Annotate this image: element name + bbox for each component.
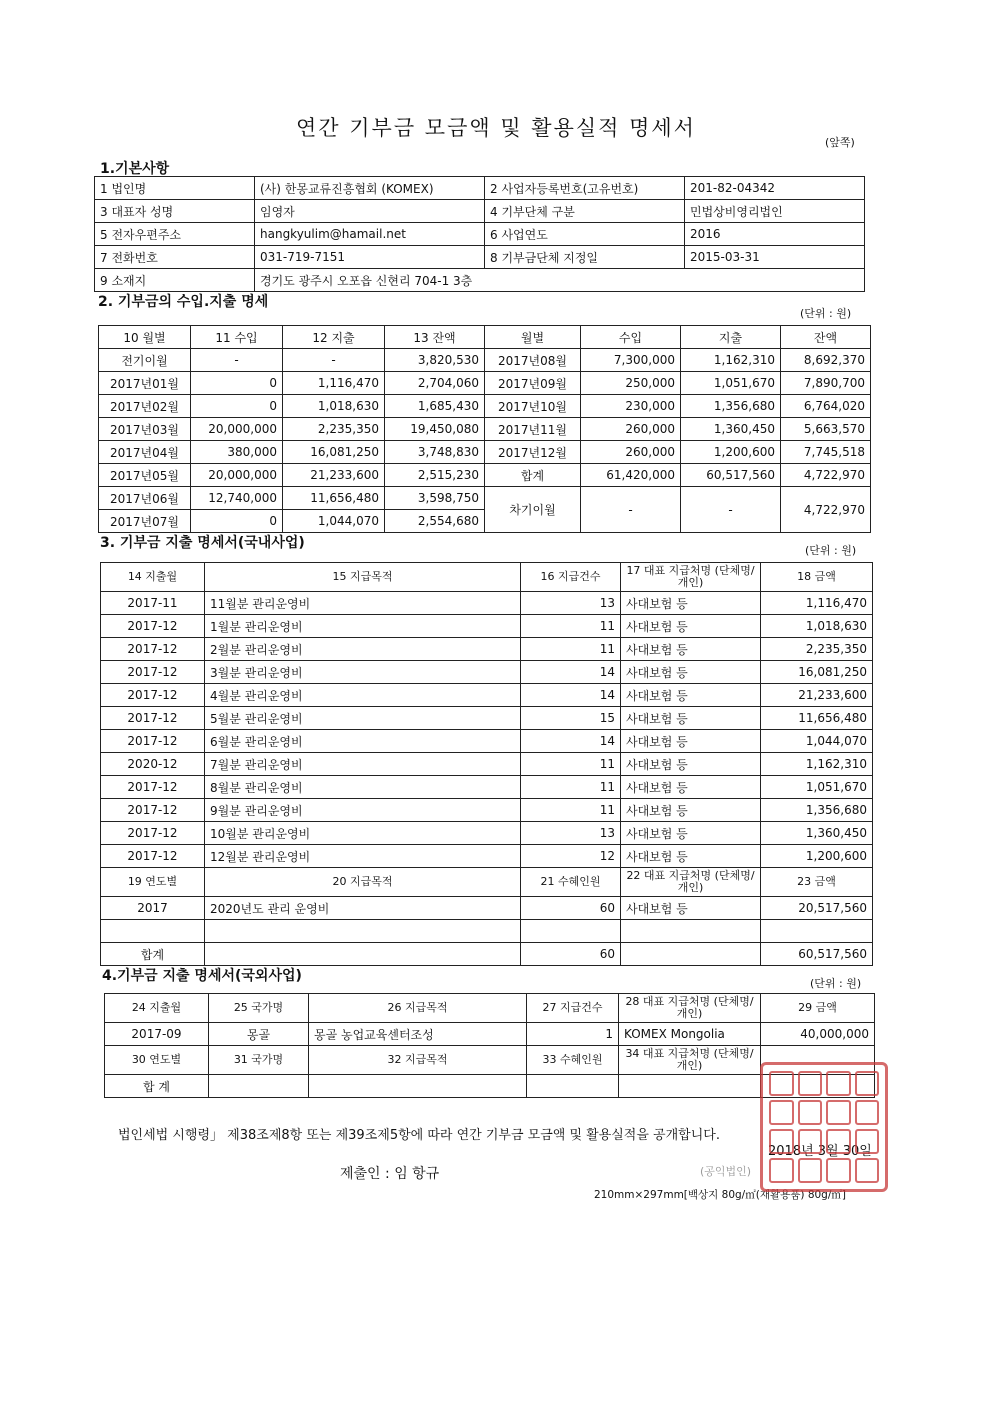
basic-info-table — [94, 176, 865, 292]
balance-cell: 7,745,518 — [781, 441, 871, 464]
payment-purpose: 3월분 관리운영비 — [205, 661, 521, 684]
column-header: 31 국가명 — [209, 1046, 309, 1075]
domestic-year-row — [101, 897, 873, 920]
column-header: 30 연도별 — [105, 1046, 209, 1075]
payment-count: 12 — [521, 845, 621, 868]
expense-month: 2017-12 — [101, 707, 205, 730]
overseas-header-row — [105, 994, 875, 1023]
payment-purpose: 11월분 관리운영비 — [205, 592, 521, 615]
payee-name: 사대보험 등 — [621, 730, 761, 753]
column-header: 32 지급목적 — [309, 1046, 527, 1075]
column-header: 16 지급건수 — [521, 563, 621, 592]
seal-note: (공익법인) — [700, 1165, 752, 1178]
amount: 1,044,070 — [761, 730, 873, 753]
country: 몽골 — [209, 1023, 309, 1046]
statement-date: 2018년 3월 30일 — [768, 1144, 872, 1159]
expense-cell: 1,162,310 — [681, 349, 781, 372]
field-value: 2015-03-31 — [685, 246, 865, 269]
overseas-total-row — [105, 1075, 875, 1098]
expense-cell: 21,233,600 — [283, 464, 385, 487]
balance-cell: 3,748,830 — [385, 441, 485, 464]
payee-name: 사대보험 등 — [621, 638, 761, 661]
paper-spec: 210mm×297mm[백상지 80g/㎡(재활용품) 80g/㎡] — [594, 1189, 846, 1201]
month-cell: 2017년01월 — [99, 372, 191, 395]
section-4-heading: 4.기부금 지출 명세서(국외사업) — [102, 968, 302, 984]
amount: 1,356,680 — [761, 799, 873, 822]
income-row — [99, 372, 871, 395]
payment-purpose: 9월분 관리운영비 — [205, 799, 521, 822]
payee-name: 사대보험 등 — [621, 799, 761, 822]
field-label: 5 전자우편주소 — [95, 223, 255, 246]
column-header: 수입 — [581, 326, 681, 349]
column-header: 33 수혜인원 — [527, 1046, 619, 1075]
income-cell: - — [191, 349, 283, 372]
income-cell: 380,000 — [191, 441, 283, 464]
field-value: 2016 — [685, 223, 865, 246]
payment-purpose: 8월분 관리운영비 — [205, 776, 521, 799]
domestic-row — [101, 615, 873, 638]
income-cell: 61,420,000 — [581, 464, 681, 487]
field-value: hangkyulim@hamail.net — [255, 223, 485, 246]
amount: 1,162,310 — [761, 753, 873, 776]
column-header: 10 월별 — [99, 326, 191, 349]
income-cell: 230,000 — [581, 395, 681, 418]
column-header: 15 지급목적 — [205, 563, 521, 592]
amount: 16,081,250 — [761, 661, 873, 684]
expense-cell: 60,517,560 — [681, 464, 781, 487]
month-cell: 2017년11월 — [485, 418, 581, 441]
front-side-label: (앞쪽) — [825, 136, 855, 149]
field-label: 1 법인명 — [95, 177, 255, 200]
expense-month: 2017-12 — [101, 730, 205, 753]
column-header: 26 지급목적 — [309, 994, 527, 1023]
payee-name: 사대보험 등 — [621, 661, 761, 684]
basic-info-row — [95, 223, 865, 246]
domestic-row — [101, 592, 873, 615]
empty-cell — [619, 1075, 761, 1098]
total-amount: 60,517,560 — [761, 943, 873, 966]
payment-purpose: 2월분 관리운영비 — [205, 638, 521, 661]
amount: 40,000,000 — [761, 1023, 875, 1046]
empty-cell — [101, 920, 205, 943]
expense-month: 2017-12 — [101, 799, 205, 822]
balance-cell: 19,450,080 — [385, 418, 485, 441]
column-header: 월별 — [485, 326, 581, 349]
basic-info-row — [95, 200, 865, 223]
expense-cell: 16,081,250 — [283, 441, 385, 464]
month-cell: 2017년07월 — [99, 510, 191, 533]
income-expense-table — [98, 325, 871, 533]
empty-cell — [309, 1075, 527, 1098]
domestic-row — [101, 684, 873, 707]
expense-month: 2017-09 — [105, 1023, 209, 1046]
column-header: 20 지급목적 — [205, 868, 521, 897]
payment-purpose: 10월분 관리운영비 — [205, 822, 521, 845]
total-beneficiaries: 60 — [521, 943, 621, 966]
month-cell: 2017년03월 — [99, 418, 191, 441]
payment-purpose: 6월분 관리운영비 — [205, 730, 521, 753]
column-header: 13 잔액 — [385, 326, 485, 349]
domestic-row — [101, 753, 873, 776]
balance-cell: 3,820,530 — [385, 349, 485, 372]
payment-count: 15 — [521, 707, 621, 730]
carry-expense: - — [681, 487, 781, 533]
payment-count: 13 — [521, 592, 621, 615]
month-cell: 합계 — [485, 464, 581, 487]
empty-cell — [205, 943, 521, 966]
section-3-unit: (단위 : 원) — [805, 544, 857, 557]
balance-cell: 2,704,060 — [385, 372, 485, 395]
balance-cell: 3,598,750 — [385, 487, 485, 510]
column-header: 24 지출월 — [105, 994, 209, 1023]
amount: 1,051,670 — [761, 776, 873, 799]
balance-cell: 7,890,700 — [781, 372, 871, 395]
payee-name: 사대보험 등 — [621, 897, 761, 920]
section-2-unit: (단위 : 원) — [800, 307, 852, 320]
domestic-year-header-row — [101, 868, 873, 897]
expense-cell: - — [283, 349, 385, 372]
beneficiaries: 60 — [521, 897, 621, 920]
column-header: 지출 — [681, 326, 781, 349]
section-2-heading: 2. 기부금의 수입.지출 명세 — [98, 294, 269, 310]
overseas-row — [105, 1023, 875, 1046]
income-cell: 7,300,000 — [581, 349, 681, 372]
address-value: 경기도 광주시 오포읍 신현리 704-1 3층 — [255, 269, 865, 292]
payment-purpose: 4월분 관리운영비 — [205, 684, 521, 707]
amount: 2,235,350 — [761, 638, 873, 661]
payment-count: 1 — [527, 1023, 619, 1046]
income-row — [99, 487, 871, 510]
payment-purpose: 1월분 관리운영비 — [205, 615, 521, 638]
section-4-unit: (단위 : 원) — [810, 977, 862, 990]
domestic-row — [101, 638, 873, 661]
field-label: 8 기부금단체 지정일 — [485, 246, 685, 269]
expense-cell: 11,656,480 — [283, 487, 385, 510]
column-header: 29 금액 — [761, 994, 875, 1023]
amount: 11,656,480 — [761, 707, 873, 730]
income-row — [99, 349, 871, 372]
amount: 1,200,600 — [761, 845, 873, 868]
balance-cell: 1,685,430 — [385, 395, 485, 418]
month-cell: 2017년09월 — [485, 372, 581, 395]
column-header: 22 대표 지급처명 (단체명/개인) — [621, 868, 761, 897]
payment-count: 14 — [521, 684, 621, 707]
column-header: 27 지급건수 — [527, 994, 619, 1023]
expense-month: 2017-12 — [101, 845, 205, 868]
basic-info-row — [95, 177, 865, 200]
balance-cell: 5,663,570 — [781, 418, 871, 441]
legal-statement: 법인세법 시행령」 제38조제8항 또는 제39조제5항에 따라 연간 기부금 모금액 및 활용실적을 공개합니다. — [118, 1128, 720, 1143]
payee-name: 사대보험 등 — [621, 684, 761, 707]
income-cell: 20,000,000 — [191, 418, 283, 441]
expense-cell: 1,200,600 — [681, 441, 781, 464]
column-header: 23 금액 — [761, 868, 873, 897]
column-header: 28 대표 지급처명 (단체명/개인) — [619, 994, 761, 1023]
payee-name: 사대보험 등 — [621, 753, 761, 776]
income-row — [99, 441, 871, 464]
expense-month: 2020-12 — [101, 753, 205, 776]
column-header: 18 금액 — [761, 563, 873, 592]
balance-cell: 2,554,680 — [385, 510, 485, 533]
payment-count: 14 — [521, 661, 621, 684]
year: 2017 — [101, 897, 205, 920]
payment-count: 11 — [521, 799, 621, 822]
column-header: 잔액 — [781, 326, 871, 349]
empty-cell — [621, 920, 761, 943]
payee-name: 사대보험 등 — [621, 845, 761, 868]
month-cell: 전기이월 — [99, 349, 191, 372]
income-row — [99, 418, 871, 441]
income-cell: 0 — [191, 510, 283, 533]
column-header: 11 수입 — [191, 326, 283, 349]
field-label: 2 사업자등록번호(고유번호) — [485, 177, 685, 200]
domestic-total-row — [101, 943, 873, 966]
amount: 1,018,630 — [761, 615, 873, 638]
domestic-expense-table — [100, 562, 873, 966]
total-label: 합 계 — [105, 1075, 209, 1098]
payment-count: 14 — [521, 730, 621, 753]
payee-name: 사대보험 등 — [621, 615, 761, 638]
column-header: 19 연도별 — [101, 868, 205, 897]
payment-purpose: 12월분 관리운영비 — [205, 845, 521, 868]
overseas-year-header-row — [105, 1046, 875, 1075]
expense-cell: 1,360,450 — [681, 418, 781, 441]
payment-purpose: 몽골 농업교육센터조성 — [309, 1023, 527, 1046]
total-label: 합계 — [101, 943, 205, 966]
column-header: 17 대표 지급처명 (단체명/개인) — [621, 563, 761, 592]
field-label: 7 전화번호 — [95, 246, 255, 269]
income-cell: 20,000,000 — [191, 464, 283, 487]
balance-cell: 2,515,230 — [385, 464, 485, 487]
expense-month: 2017-12 — [101, 661, 205, 684]
payment-purpose: 7월분 관리운영비 — [205, 753, 521, 776]
expense-cell: 1,051,670 — [681, 372, 781, 395]
official-seal-stamp — [760, 1062, 888, 1192]
address-row — [95, 269, 865, 292]
payment-count: 11 — [521, 753, 621, 776]
column-header: 25 국가명 — [209, 994, 309, 1023]
balance-cell: 8,692,370 — [781, 349, 871, 372]
amount: 1,360,450 — [761, 822, 873, 845]
column-header: 21 수혜인원 — [521, 868, 621, 897]
income-row — [99, 395, 871, 418]
carry-income: - — [581, 487, 681, 533]
domestic-row — [101, 845, 873, 868]
empty-cell — [521, 920, 621, 943]
income-cell: 12,740,000 — [191, 487, 283, 510]
expense-month: 2017-11 — [101, 592, 205, 615]
payment-count: 11 — [521, 615, 621, 638]
month-cell: 2017년08월 — [485, 349, 581, 372]
section-1-heading: 1.기본사항 — [100, 161, 170, 177]
field-value: 민법상비영리법인 — [685, 200, 865, 223]
field-value: 031-719-7151 — [255, 246, 485, 269]
payee-name: 사대보험 등 — [621, 822, 761, 845]
payee-name: KOMEX Mongolia — [619, 1023, 761, 1046]
column-header: 34 대표 지급처명 (단체명/개인) — [619, 1046, 761, 1075]
field-value: (사) 한몽교류진흥협회 (KOMEX) — [255, 177, 485, 200]
column-header: 12 지출 — [283, 326, 385, 349]
expense-cell: 2,235,350 — [283, 418, 385, 441]
month-cell: 2017년02월 — [99, 395, 191, 418]
carry-balance: 4,722,970 — [781, 487, 871, 533]
expense-month: 2017-12 — [101, 684, 205, 707]
domestic-row — [101, 776, 873, 799]
income-row — [99, 464, 871, 487]
payment-count: 11 — [521, 776, 621, 799]
payment-purpose: 5월분 관리운영비 — [205, 707, 521, 730]
domestic-row — [101, 822, 873, 845]
expense-month: 2017-12 — [101, 776, 205, 799]
payment-purpose: 2020년도 관리 운영비 — [205, 897, 521, 920]
field-label: 4 기부단체 구분 — [485, 200, 685, 223]
month-cell: 2017년12월 — [485, 441, 581, 464]
payment-count: 13 — [521, 822, 621, 845]
expense-month: 2017-12 — [101, 638, 205, 661]
payee-name: 사대보험 등 — [621, 592, 761, 615]
document-title: 연간 기부금 모금액 및 활용실적 명세서 — [296, 116, 696, 140]
expense-month: 2017-12 — [101, 615, 205, 638]
income-cell: 0 — [191, 372, 283, 395]
income-cell: 260,000 — [581, 441, 681, 464]
amount: 20,517,560 — [761, 897, 873, 920]
expense-cell: 1,356,680 — [681, 395, 781, 418]
carry-over-label: 차기이월 — [485, 487, 581, 533]
domestic-header-row — [101, 563, 873, 592]
empty-cell — [209, 1075, 309, 1098]
submitter-name: 제출인 : 임 항규 — [340, 1166, 440, 1182]
payment-count: 11 — [521, 638, 621, 661]
section-3-heading: 3. 기부금 지출 명세서(국내사업) — [100, 535, 305, 551]
month-cell: 2017년05월 — [99, 464, 191, 487]
amount: 21,233,600 — [761, 684, 873, 707]
empty-cell — [205, 920, 521, 943]
empty-cell — [527, 1075, 619, 1098]
field-value: 임영자 — [255, 200, 485, 223]
domestic-row — [101, 730, 873, 753]
empty-cell — [621, 943, 761, 966]
expense-cell: 1,018,630 — [283, 395, 385, 418]
income-cell: 0 — [191, 395, 283, 418]
balance-cell: 4,722,970 — [781, 464, 871, 487]
amount: 1,116,470 — [761, 592, 873, 615]
field-label: 3 대표자 성명 — [95, 200, 255, 223]
domestic-row — [101, 707, 873, 730]
month-cell: 2017년04월 — [99, 441, 191, 464]
field-value: 201-82-04342 — [685, 177, 865, 200]
field-label: 9 소재지 — [95, 269, 255, 292]
income-cell: 250,000 — [581, 372, 681, 395]
domestic-row — [101, 661, 873, 684]
basic-info-row — [95, 246, 865, 269]
expense-cell: 1,116,470 — [283, 372, 385, 395]
field-label: 6 사업연도 — [485, 223, 685, 246]
month-cell: 2017년10월 — [485, 395, 581, 418]
income-cell: 260,000 — [581, 418, 681, 441]
column-header: 14 지출월 — [101, 563, 205, 592]
expense-month: 2017-12 — [101, 822, 205, 845]
empty-cell — [761, 920, 873, 943]
domestic-row — [101, 799, 873, 822]
balance-cell: 6,764,020 — [781, 395, 871, 418]
income-header-row — [99, 326, 871, 349]
payee-name: 사대보험 등 — [621, 776, 761, 799]
month-cell: 2017년06월 — [99, 487, 191, 510]
expense-cell: 1,044,070 — [283, 510, 385, 533]
payee-name: 사대보험 등 — [621, 707, 761, 730]
blank-row — [101, 920, 873, 943]
